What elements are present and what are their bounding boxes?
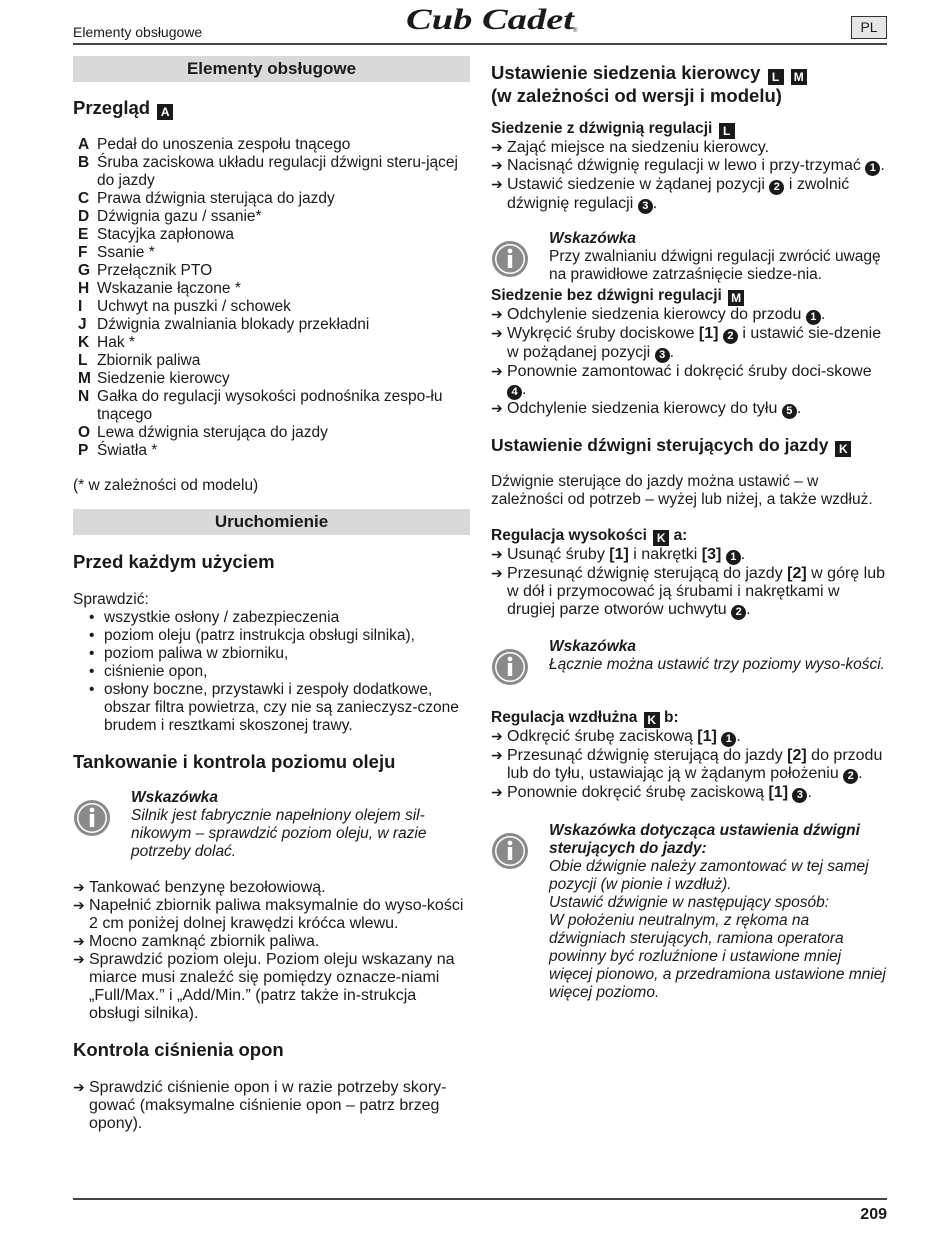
svg-text:®: ® <box>573 28 578 34</box>
longitudinal-heading: Regulacja wzdłużna K b: <box>491 709 679 727</box>
step: ➔ Ustawić siedzenie w żądanej pozycji 2 i zwolnić dźwignię regulacji 3 . <box>491 176 850 212</box>
item-letter: I <box>78 298 83 315</box>
before-use-heading: Przed każdym użyciem <box>73 551 275 572</box>
item-text: Pedał do unoszenia zespołu tnącego <box>97 136 351 153</box>
right-column <box>491 56 887 1002</box>
list-item <box>73 262 470 280</box>
lever-setting-note: Wskazówka dotycząca ustawienia dźwigni sterujących do jazdy: Obie dźwignie należy zamontować w tej samej pozycji (w pionie i wzdłuż). Ustawić dźwignie w następujący sposób: W położeniu neutralnym, z rękoma na dźwigniach sterujących, ramiona operatora powinny być rozluźnione i ustawione mniej więcej pionowo, a przedramiona ustawione mniej więcej poziomo. <box>491 822 887 1002</box>
step: ➔ Ponownie dokręcić śrubę zaciskową [1] 3 . <box>491 784 812 801</box>
step: ➔ Mocno zamknąć zbiornik paliwa. <box>73 933 320 950</box>
step: ➔ Napełnić zbiornik paliwa maksymalnie do wyso-kości 2 cm poniżej dolnej krawędzi króćca wlewu. <box>73 897 464 932</box>
fuel-heading: Tankowanie i kontrola poziomu oleju <box>73 751 396 772</box>
item-text: Hak * <box>97 334 135 351</box>
check-item: • poziom paliwa w zbiorniku, <box>89 645 470 663</box>
nolever-seat-heading: Siedzenie bez dźwigni regulacji M <box>491 287 887 306</box>
step: ➔ Odchylenie siedzenia kierowcy do przodu 1 . <box>491 306 826 323</box>
page-number: 209 <box>860 1206 887 1223</box>
item-text: Dźwignia gazu / ssanie* <box>97 208 262 225</box>
seat-note: Wskazówka Przy zwalnianiu dźwigni regulacji zwrócić uwagę na prawidłowe zatrzaśnięcie siedze-nia. <box>491 230 887 284</box>
item-letter: H <box>78 280 90 297</box>
item-text: Uchwyt na puszki / schowek <box>97 298 291 315</box>
info-icon <box>491 638 549 691</box>
list-item <box>73 352 470 370</box>
note-title: Wskazówka <box>131 789 219 806</box>
item-letter: B <box>78 154 90 171</box>
height-heading: Regulacja wysokości K a: <box>491 527 688 545</box>
language-badge: PL <box>851 16 887 39</box>
header-section-title: Elementy obsługowe <box>73 24 203 40</box>
step: ➔ Odkręcić śrubę zaciskową [1] 1 . <box>491 728 741 745</box>
item-letter: M <box>78 370 91 387</box>
item-text: Siedzenie kierowcy <box>97 370 230 387</box>
list-item <box>73 298 470 316</box>
left-column <box>73 56 470 1133</box>
item-letter: A <box>78 136 90 153</box>
item-letter: K <box>78 334 90 351</box>
footer-rule <box>73 1198 887 1200</box>
list-item <box>73 154 470 190</box>
item-text: Wskazanie łączone * <box>97 280 241 297</box>
item-text: Gałka do regulacji wysokości podnośnika zespo-łu tnącego <box>97 388 443 423</box>
item-letter: E <box>78 226 89 243</box>
check-item: • poziom oleju (patrz instrukcja obsługi silnika), <box>89 627 470 645</box>
figure-key-badge: A <box>157 104 173 120</box>
item-letter: C <box>78 190 90 207</box>
item-letter: J <box>78 316 87 333</box>
tyre-step: ➔ Sprawdzić ciśnienie opon i w razie potrzeby skory-gować (maksymalne ciśnienie opon – patrz brzeg opony). <box>73 1079 447 1132</box>
item-letter: N <box>78 388 90 405</box>
step: ➔ Nacisnąć dźwignię regulacji w lewo i przy-trzymać 1 . <box>491 157 885 174</box>
section-bar-controls: Elementy obsługowe <box>73 56 470 82</box>
item-text: Prawa dźwignia sterująca do jazdy <box>97 190 335 207</box>
item-text: Dźwignia zwalniania blokady przekładni <box>97 316 370 333</box>
list-item <box>73 334 470 352</box>
footnote: (* w zależności od modelu) <box>73 477 259 494</box>
step: ➔ Odchylenie siedzenia kierowcy do tyłu 5 . <box>491 400 802 417</box>
item-letter: F <box>78 244 88 261</box>
step: ➔ Przesunąć dźwignię sterującą do jazdy [2] w górę lub w dół i przymocować ją śrubami i nakrętkami w drugiej parze otworów uchwytu 2 . <box>491 565 885 618</box>
brand-logo <box>404 2 580 36</box>
levers-intro: Dźwignie sterujące do jazdy można ustawić – w zależności od potrzeb – wyżej lub niżej, a także wzdłuż. <box>491 473 873 508</box>
item-text: Stacyjka zapłonowa <box>97 226 234 243</box>
check-item: • osłony boczne, przystawki i zespoły dodatkowe, obszar filtra powietrza, czy nie są zanieczysz-czone brudem i resztkami skoszonej trawy. <box>89 681 470 735</box>
item-text: Przełącznik PTO <box>97 262 213 279</box>
header-rule <box>73 43 887 45</box>
item-letter: D <box>78 208 90 225</box>
item-letter: O <box>78 424 91 441</box>
list-item <box>73 280 470 298</box>
info-icon <box>491 822 549 1002</box>
section-bar-startup: Uruchomienie <box>73 509 470 535</box>
levers-heading: Ustawienie dźwigni sterujących do jazdy K <box>491 435 887 457</box>
height-note: Wskazówka Łącznie można ustawić trzy poziomy wyso-kości. <box>491 638 887 691</box>
overview-heading: Przegląd A <box>73 97 470 120</box>
list-item <box>73 370 470 388</box>
list-item <box>73 388 470 424</box>
check-list <box>89 609 470 735</box>
step: ➔ Tankować benzynę bezołowiową. <box>73 879 326 896</box>
list-item <box>73 190 470 208</box>
item-text: Zbiornik paliwa <box>97 352 201 369</box>
item-letter: G <box>78 262 91 279</box>
info-icon <box>73 789 131 861</box>
controls-list <box>73 136 470 460</box>
item-text: Ssanie * <box>97 244 155 261</box>
list-item <box>73 316 470 334</box>
item-text: Śruba zaciskowa układu regulacji dźwigni steru-jącej do jazdy <box>97 154 458 189</box>
item-letter: P <box>78 442 89 459</box>
svg-text:Cub Cadet: Cub Cadet <box>406 3 577 36</box>
check-item: • ciśnienie opon, <box>89 663 470 681</box>
info-icon <box>491 230 549 284</box>
fuel-steps <box>73 879 470 1023</box>
list-item <box>73 208 470 226</box>
lever-seat-heading: Siedzenie z dźwignią regulacji L <box>491 120 887 139</box>
step: ➔ Wykręcić śruby dociskowe [1] 2 i ustawić sie-dzenie w pożądanej pozycji 3 . <box>491 325 882 361</box>
list-item <box>73 244 470 262</box>
item-text: Lewa dźwignia sterująca do jazdy <box>97 424 328 441</box>
item-letter: L <box>78 352 88 369</box>
list-item <box>73 226 470 244</box>
step: ➔ Zająć miejsce na siedzeniu kierowcy. <box>491 139 770 156</box>
step: ➔ Sprawdzić poziom oleju. Poziom oleju wskazany na miarce musi znaleźć się pomiędzy oznacze-niami „Full/Max.” i „Add/Min.” (patrz także in-strukcja obsługi silnika). <box>73 951 455 1022</box>
list-item <box>73 424 470 442</box>
list-item <box>73 442 470 460</box>
fuel-note <box>73 789 470 861</box>
step: ➔ Przesunąć dźwignię sterującą do jazdy [2] do przodu lub do tyłu, ustawiając ją w żądanym położeniu 2 . <box>491 747 883 782</box>
tyre-heading: Kontrola ciśnienia opon <box>73 1039 284 1060</box>
step: ➔ Ponownie zamontować i dokręcić śruby doci-skowe 4 . <box>491 363 872 398</box>
note-text: Silnik jest fabrycznie napełniony olejem sil-nikowym – sprawdzić poziom oleju, w razie potrzeby dolać. <box>131 807 427 860</box>
item-text: Światła * <box>97 442 158 459</box>
step: ➔ Usunąć śruby [1] i nakrętki [3] 1 . <box>491 546 746 563</box>
seat-heading: Ustawienie siedzenia kierowcy L M (w zależności od wersji i modelu) <box>491 62 887 107</box>
check-item: • wszystkie osłony / zabezpieczenia <box>89 609 470 627</box>
list-item <box>73 136 470 154</box>
check-label: Sprawdzić: <box>73 591 149 608</box>
